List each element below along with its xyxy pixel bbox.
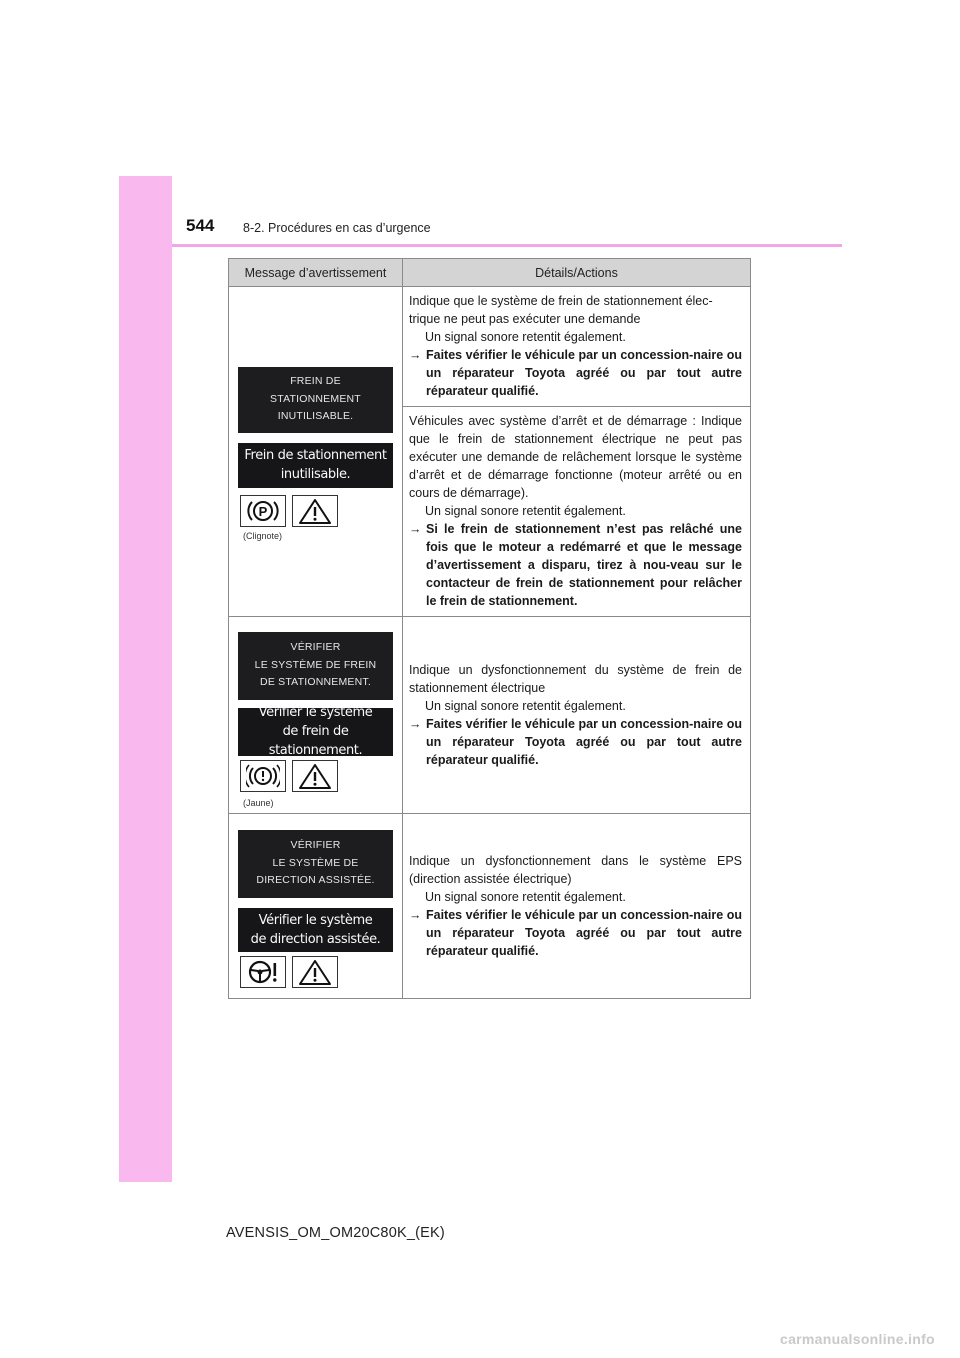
arrow-icon: → [409,348,422,362]
table-row [229,814,751,999]
section-title: 8-2. Procédures en cas d’urgence [243,221,431,235]
lcd-line: inutilisable. [280,467,351,482]
power-steering-warning-icon [240,956,286,988]
action-text: Si le frein de stationnement n’est pas relâché une fois que le moteur a redémarré et que le message d’avertissement a disparu, tirez à nou-veau sur le contacteur de frein de stationnement pour relâcher le frein de stationnement. [426,522,742,608]
lcd-line: LE SYSTÈME DE FREIN [254,658,377,671]
action-text: Faites vérifier le véhicule par un concession-naire ou un réparateur Toyota agréé ou par tout autre réparateur qualifié. [426,907,742,958]
action-text: Faites vérifier le véhicule par un concession-naire ou un réparateur Toyota agréé ou par tout autre réparateur qualifié. [426,348,742,398]
document-code: AVENSIS_OM_OM20C80K_(EK) [226,1225,445,1241]
svg-text:P: P [258,503,268,519]
lcd-line: VÉRIFIER [290,839,341,852]
icon-caption: (Jaune) [243,797,274,808]
arrow-icon: → [409,907,422,922]
lcd-message-uppercase [238,632,393,700]
lcd-line: de frein de stationnement. [268,724,363,758]
lcd-message-uppercase [238,367,393,433]
column-header-message: Message d’avertissement [229,259,403,287]
action-instruction [409,346,742,400]
lcd-line: DIRECTION ASSISTÉE. [256,874,375,887]
message-image-cell [229,287,403,617]
watermark: carmanualsonline.info [780,1331,935,1347]
lcd-line: Vérifier le système [258,705,373,720]
master-warning-triangle-icon [292,956,338,988]
details-text: Véhicules avec système d’arrêt et de démarrage : Indique que le frein de stationnement électrique ne peut pas exécuter une demande de relâchement lorsque le système d’arrêt et de démarrage fonctionne (moteur arrêté ou en cours de démarrage). [409,414,742,500]
table-row [229,287,751,407]
arrow-icon: → [409,716,422,731]
action-text: Faites vérifier le véhicule par un concession-naire ou un réparateur Toyota agréé ou par tout autre réparateur qualifié. [426,716,742,767]
lcd-message-mixedcase [238,443,393,488]
lcd-message-mixedcase [238,908,393,952]
lcd-line: de direction assistée. [250,931,381,947]
lcd-line: VÉRIFIER [290,641,341,654]
table-header-row [229,259,751,287]
parking-brake-warning-icon [240,495,286,527]
buzzer-note: Un signal sonore retentit également. [425,698,626,713]
lcd-line: INUTILISABLE. [277,410,354,423]
lcd-line: Vérifier le système [258,912,373,928]
side-color-band [119,176,172,1182]
details-cell [403,407,751,617]
brake-system-warning-icon [240,760,286,792]
lcd-message-uppercase [238,830,393,898]
details-cell [403,617,751,814]
message-image-cell [229,814,403,999]
lcd-line: Frein de stationnement [244,448,387,463]
icon-caption: (Clignote) [243,530,283,541]
master-warning-triangle-icon [292,760,338,792]
buzzer-note: Un signal sonore retentit également. [425,330,626,344]
message-image-cell [229,617,403,814]
header-rule [172,244,842,247]
lcd-message-mixedcase [238,705,393,758]
lcd-line: LE SYSTÈME DE [272,856,359,869]
page-number: 544 [186,216,215,235]
details-text: Indique un dysfonctionnement dans le système EPS (direction assistée électrique) [409,853,742,886]
action-instruction [409,520,742,610]
table-row [229,617,751,814]
lcd-line: DE STATIONNEMENT. [260,676,371,689]
action-instruction [409,715,742,769]
column-header-details: Détails/Actions [403,259,751,287]
buzzer-note: Un signal sonore retentit également. [425,889,626,904]
details-text: Indique un dysfonctionnement du système de frein de stationnement électrique [409,662,742,695]
action-instruction [409,906,742,960]
warning-message-table [228,258,751,999]
lcd-line: FREIN DE [290,375,341,388]
lcd-line: STATIONNEMENT [270,392,361,405]
details-text: trique ne peut pas exécuter une demande [409,312,641,326]
details-cell [403,814,751,999]
details-text: Indique que le système de frein de stationnement élec- [409,294,713,308]
arrow-icon: → [409,522,422,536]
details-cell [403,287,751,407]
master-warning-triangle-icon [292,495,338,527]
buzzer-note: Un signal sonore retentit également. [425,504,626,518]
